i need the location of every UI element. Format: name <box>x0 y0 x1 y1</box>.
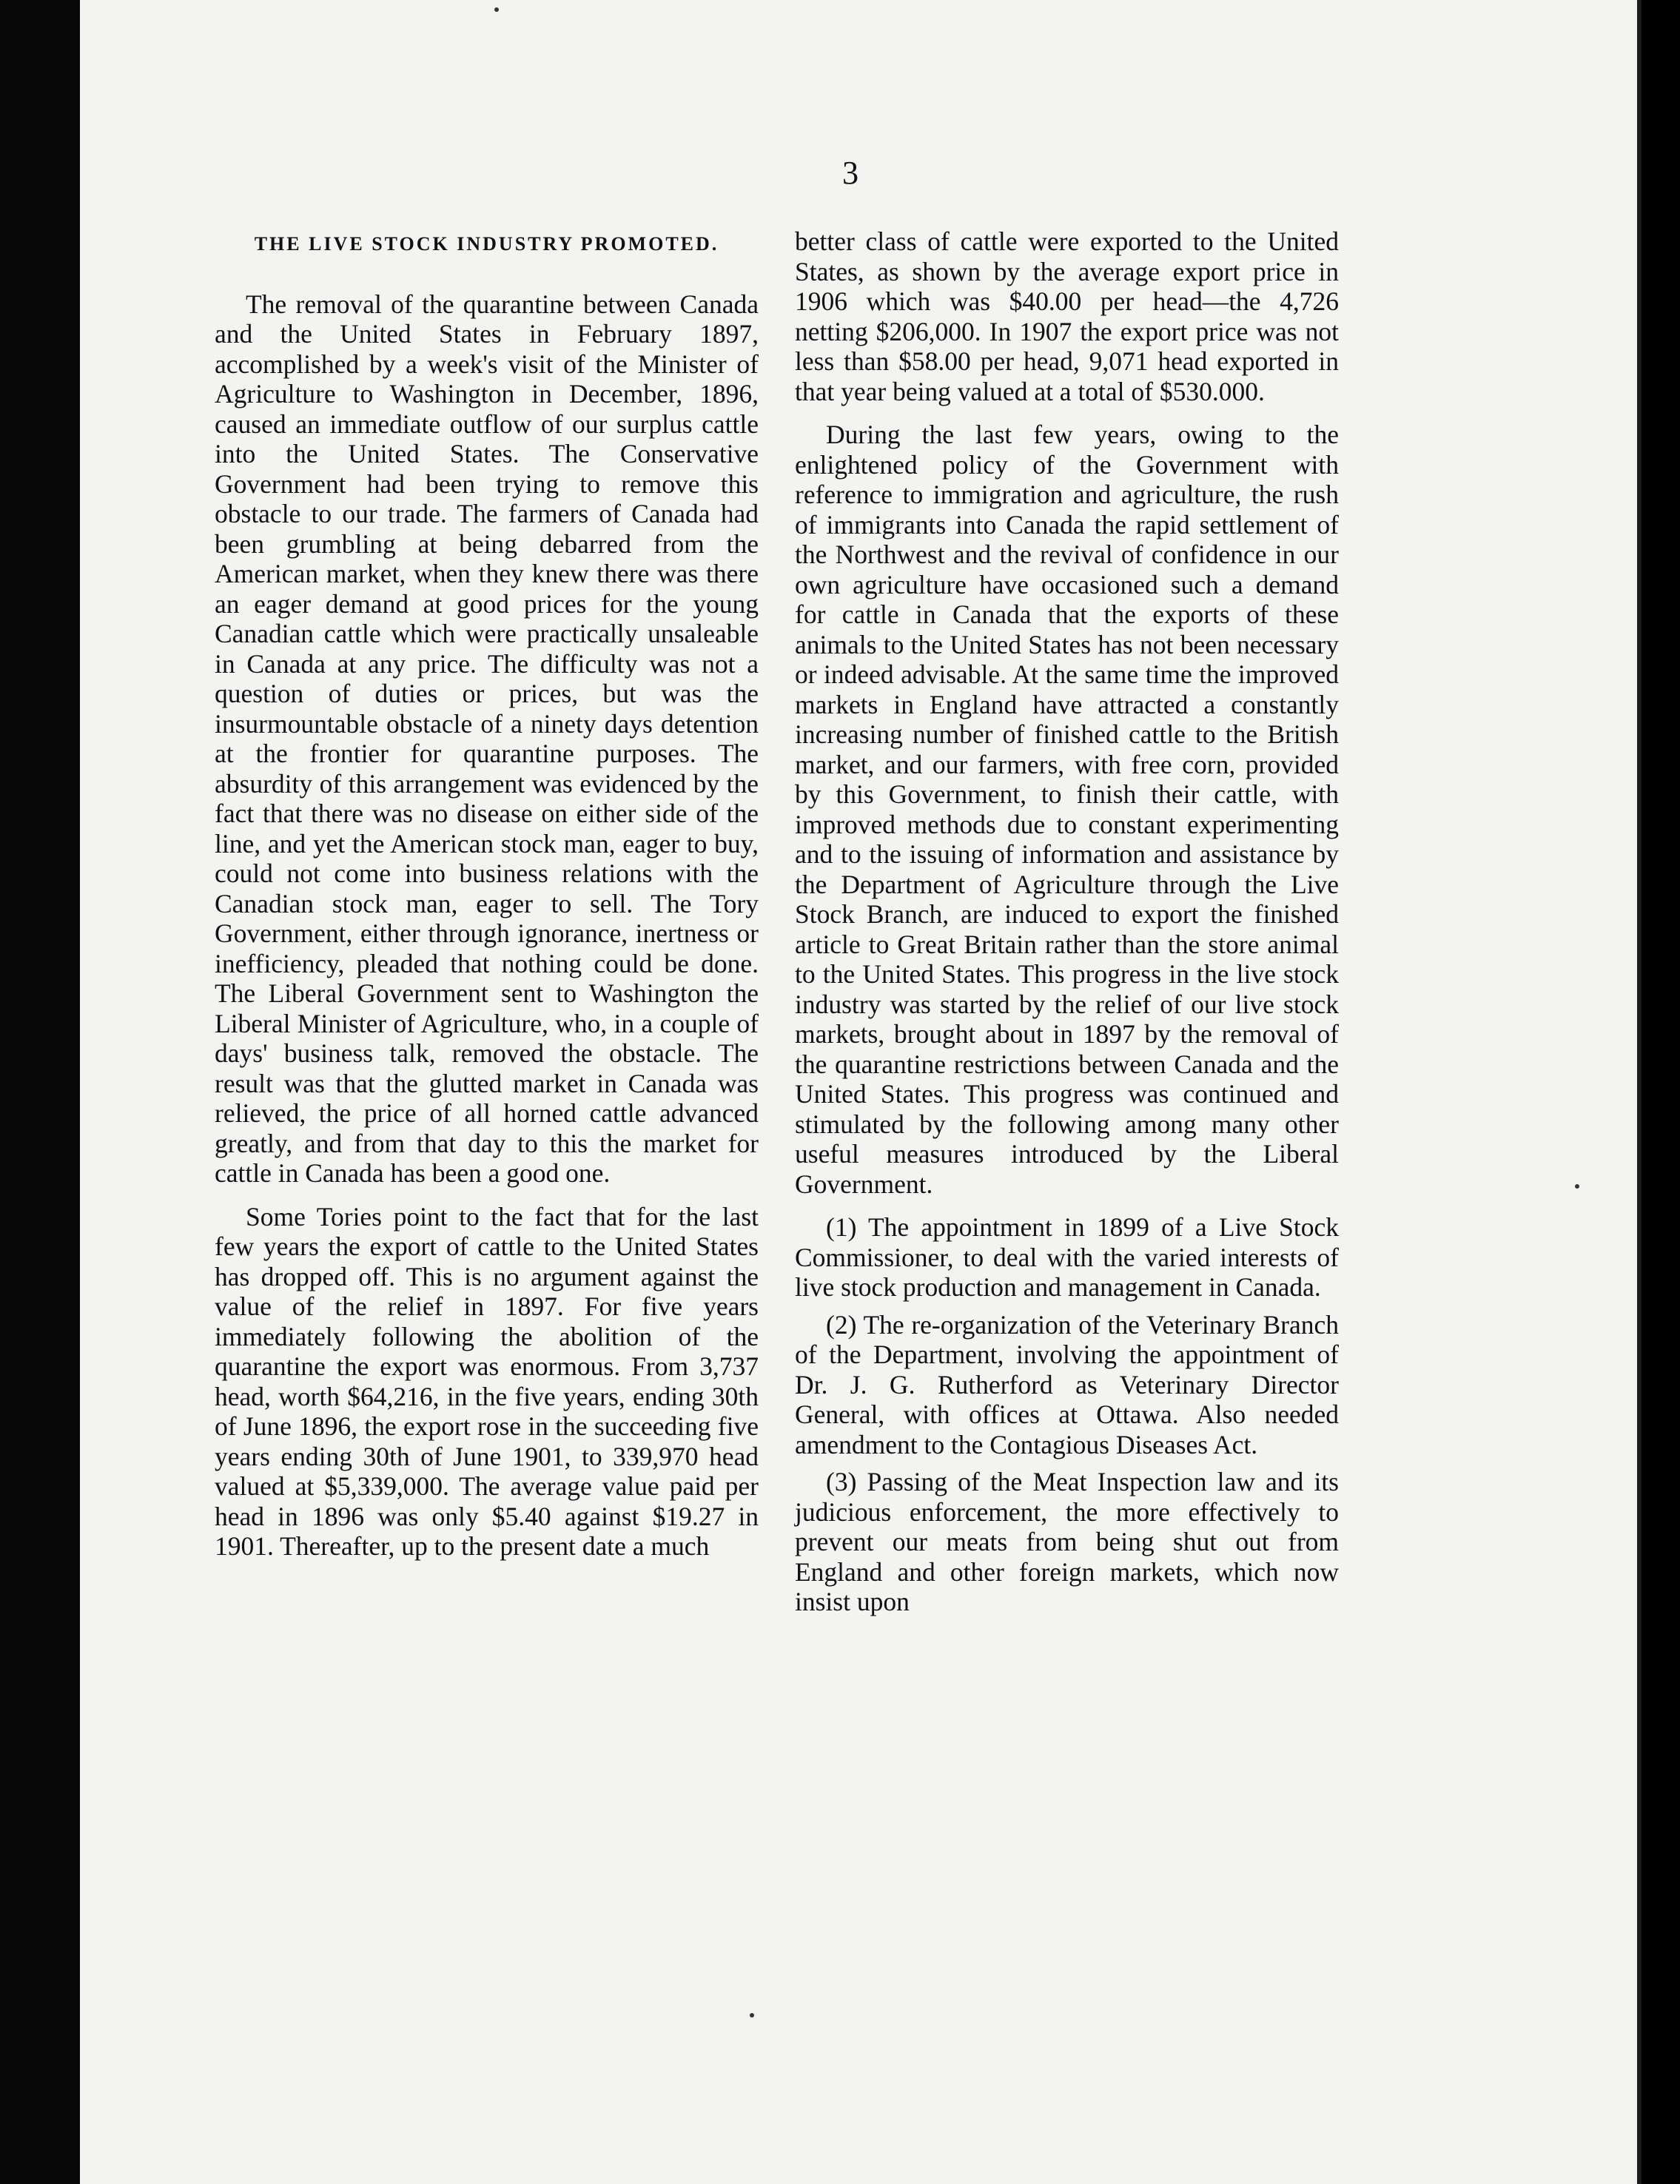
paragraph-quarantine-removal: The removal of the quarantine between Canada and the United States in February 1897, accomplished by a week's visit of the Minister of Agriculture to Washington in December, 1896, caused an immediate outflow of our surplus cattle into the United States. The Conservative Government had been trying to remove this obstacle to our trade. The farmers of Canada had been grumbling at being debarred from the American market, when they knew there was there an eager demand at good prices for the young Canadian cattle which were practically unsaleable in Canada at any price. The difficulty was not a question of duties or prices, but was the insurmountable obstacle of a ninety days detention at the frontier for quarantine purposes. The absurdity of this arrangement was evidenced by the fact that there was no disease on either side of the line, and yet the American stock man, eager to buy, could not come into business relations with the Canadian stock man, eager to sell. The Tory Government, either through ignorance, inertness or inefficiency, pleaded that nothing could be done. The Liberal Government sent to Washington the Liberal Minister of Agriculture, who, in a couple of days' business talk, removed the obstacle. The result was that the glutted market in Canada was relieved, the price of all horned cattle advanced greatly, and from that day to this the market for cattle in Canada has been a good one. <box>215 289 759 1188</box>
scan-speck <box>494 7 499 12</box>
document-page <box>80 0 1642 2184</box>
scan-speck <box>750 2013 754 2017</box>
scan-left-border <box>0 0 80 2184</box>
section-heading: THE LIVE STOCK INDUSTRY PROMOTED. <box>254 233 719 255</box>
right-column <box>795 226 1339 1624</box>
scan-speck <box>1575 1184 1579 1189</box>
list-item-meat-inspection: (3) Passing of the Meat Inspection law and its judicious enforcement, the more effectively to prevent our meats from being shut out from England and other foreign markets, which now insist upon <box>795 1467 1339 1616</box>
list-item-veterinary-branch: (2) The re-organization of the Veterinary Branch of the Department, involving the appointment of Dr. J. G. Rutherford as Veterinary Director General, with offices at Ottawa. Also needed amendment to the Contagious Diseases Act. <box>795 1309 1339 1459</box>
paragraph-export-continued: better class of cattle were exported to the United States, as shown by the average export price in 1906 which was $40.00 per head—the 4,726 netting $206,000. In 1907 the export price was not less than $58.00 per head, 9,071 head exported in that year being valued at a total of $530.000. <box>795 226 1339 406</box>
list-item-commissioner: (1) The appointment in 1899 of a Live Stock Commissioner, to deal with the varied interests of live stock production and management in Canada. <box>795 1212 1339 1302</box>
paragraph-export-figures: Some Tories point to the fact that for the last few years the export of cattle to the United States has dropped off. This is no argument against the value of the relief in 1897. For five years immediately following the abolition of the quarantine the export was enormous. From 3,737 head, worth $64,216, in the five years, ending 30th of June 1896, the export rose in the succeeding five years ending 30th of June 1901, to 339,970 head valued at $5,339,000. The average value paid per head in 1896 was only $5.40 against $19.27 in 1901. Thereafter, up to the present date a much <box>215 1201 759 1561</box>
paragraph-recent-years: During the last few years, owing to the enlightened policy of the Government with reference to immigration and agriculture, the rush of immigrants into Canada the rapid settlement of the Northwest and the revival of confidence in our own agriculture have occasioned such a demand for cattle in Canada that the exports of these animals to the United States has not been necessary or indeed advisable. At the same time the improved markets in England have attracted a constantly increasing number of finished cattle to the British market, and our farmers, with free corn, provided by this Government, to finish their cattle, with improved methods due to constant experimenting and to the issuing of information and assistance by the Department of Agriculture through the Live Stock Branch, are induced to export the finished article to Great Britain rather than the store animal to the United States. This progress in the live stock industry was started by the relief of our live stock markets, brought about in 1897 by the removal of the quarantine restrictions between Canada and the United States. This progress was continued and stimulated by the following among many other useful measures introduced by the Liberal Government. <box>795 420 1339 1199</box>
left-column <box>215 229 759 1575</box>
page-number: 3 <box>842 155 859 191</box>
